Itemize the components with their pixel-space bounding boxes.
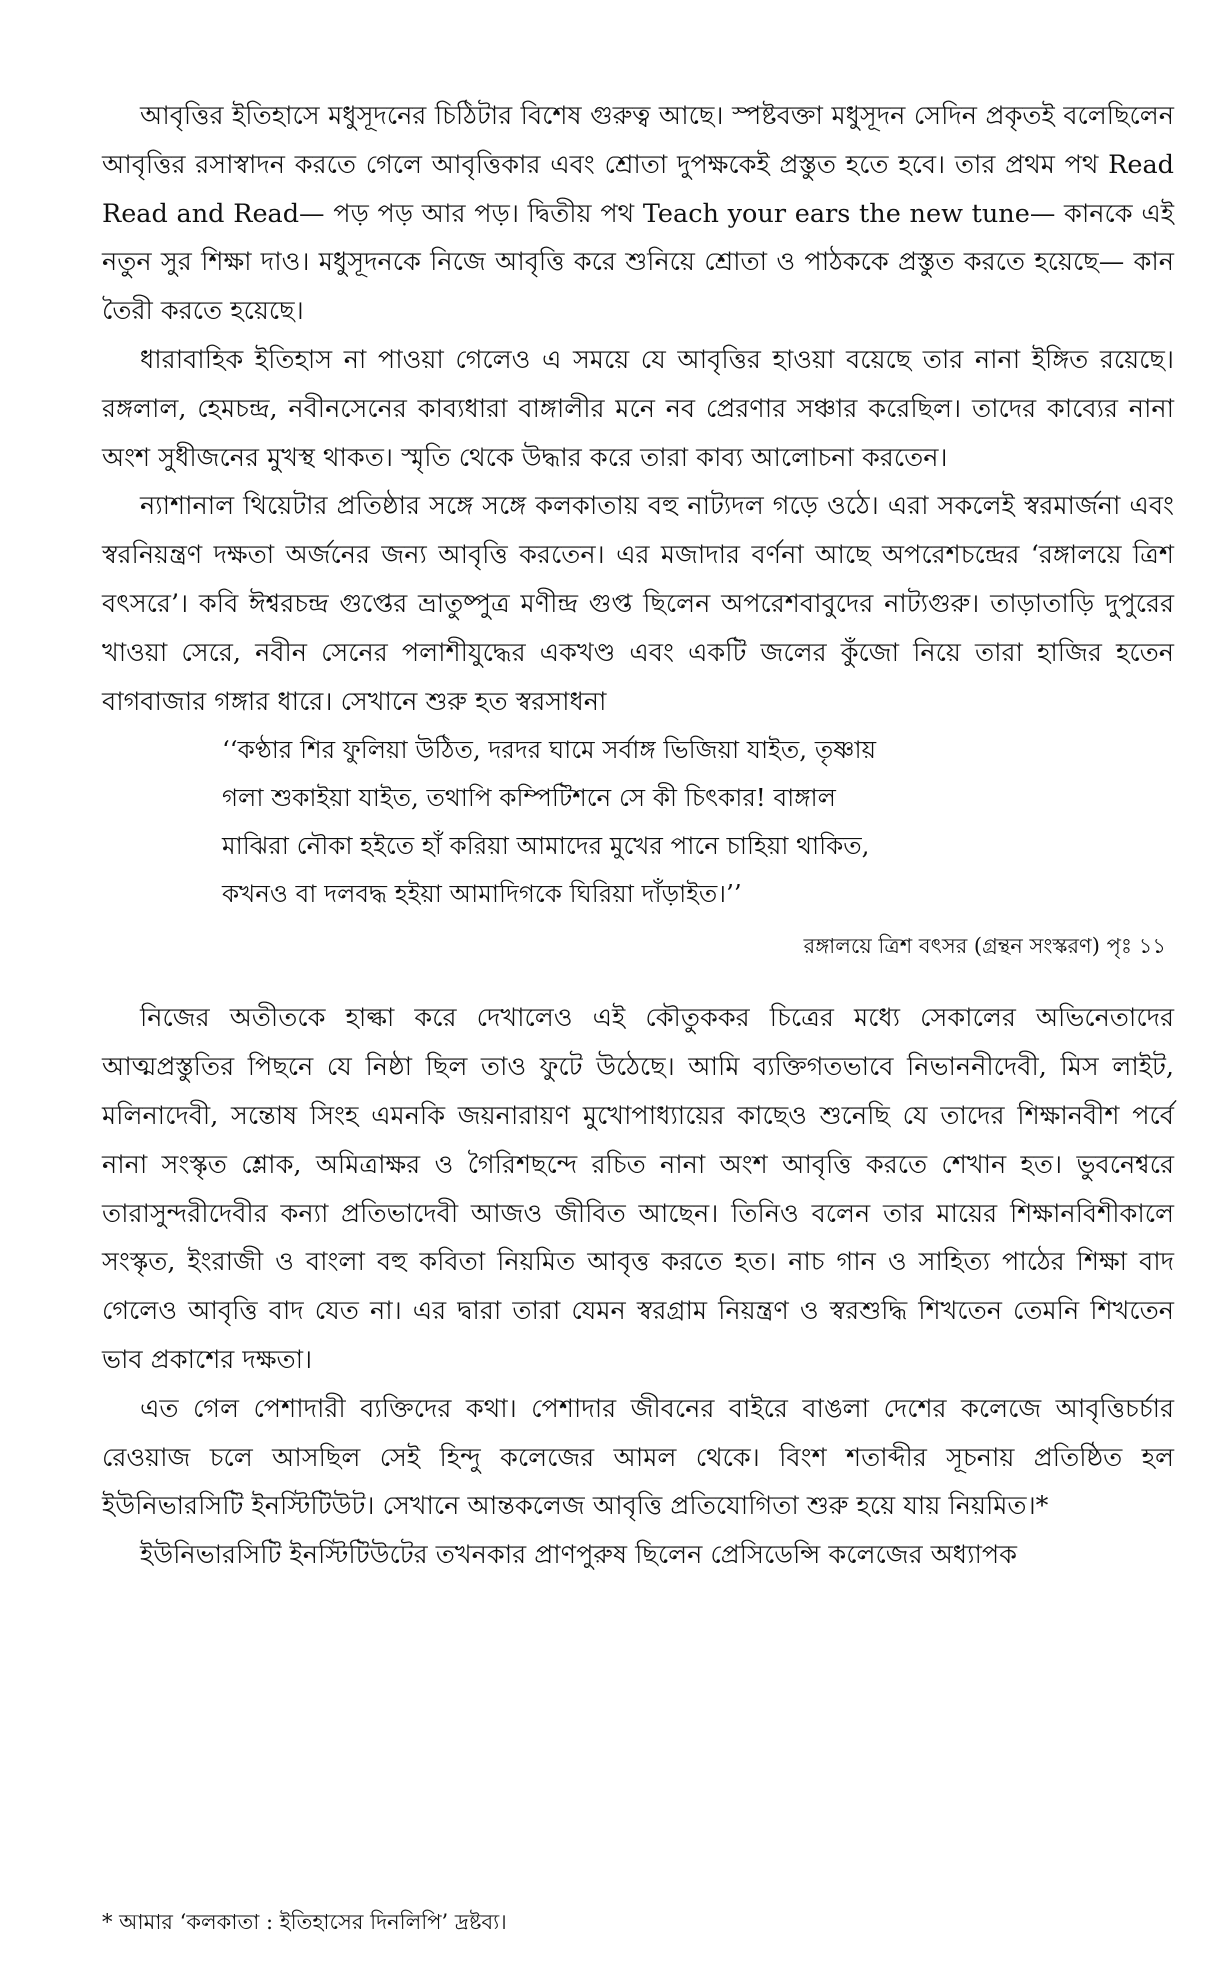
paragraph-6: ইউনিভারসিটি ইনস্টিটিউটের তখনকার প্রাণপুরুষ ছিলেন প্রেসিডেন্সি কলেজের অধ্যাপক — [140, 1540, 1018, 1571]
quote-citation: রঙ্গালয়ে ত্রিশ বৎসর (গ্রন্থন সংস্করণ) পৃঃ ১১ — [803, 934, 1166, 959]
paragraph-5: এত গেল পেশাদারী ব্যক্তিদের কথা। পেশাদার জীবনের বাইরে বাঙলা দেশের কলেজে আবৃত্তিচর্চার রেওয়াজ চলে আসছিল সেই হিন্দু কলেজের আমল থেকে। বিংশ শতাব্দীর সূচনায় প্রতিষ্ঠিত হল ইউনিভারসিটি ইনস্টিটিউট। সেখানে আন্তকলেজ আবৃত্তি প্রতিযোগিতা শুরু হয়ে যায় নিয়মিত।* — [102, 1393, 1174, 1522]
quote-line: গলা শুকাইয়া যাইত, তথাপি কম্পিটিশনে সে কী চিৎকার! বাঙ্গাল — [222, 783, 836, 813]
quote-line: কখনও বা দলবদ্ধ হইয়া আমাদিগকে ঘিরিয়া দাঁড়াইত।’’ — [222, 879, 742, 909]
paragraph-4: নিজের অতীতকে হাল্কা করে দেখালেও এই কৌতুককর চিত্রের মধ্যে সেকালের অভিনেতাদের আত্মপ্রস্তুতির পিছনে যে নিষ্ঠা ছিল তাও ফুটে উঠেছে। আমি ব্যক্তিগতভাবে নিভাননীদেবী, মিস লাইট, মলিনাদেবী, সন্তোষ সিংহ এমনকি জয়নারায়ণ মুখোপাধ্যায়ের কাছেও শুনেছি যে তাদের শিক্ষানবীশ পর্বে নানা সংস্কৃত শ্লোক, অমিত্রাক্ষর ও গৈরিশছন্দে রচিত নানা অংশ আবৃত্তি করতে শেখান হত। ভুবনেশ্বরে তারাসুন্দরীদেবীর কন্যা প্রতিভাদেবী আজও জীবিত আছেন। তিনিও বলেন তার মায়ের শিক্ষানবিশীকালে সংস্কৃত, ইংরাজী ও বাংলা বহু কবিতা নিয়মিত আবৃত্ত করতে হত। নাচ গান ও সাহিত্য পাঠের শিক্ষা বাদ গেলেও আবৃত্তি বাদ যেত না। এর দ্বারা তারা যেমন স্বরগ্রাম নিয়ন্ত্রণ ও স্বরশুদ্ধি শিখতেন তেমনি শিখতেন ভাব প্রকাশের দক্ষতা। — [102, 1003, 1174, 1375]
quote-line: মাঝিরা নৌকা হইতে হাঁ করিয়া আমাদের মুখের পানে চাহিয়া থাকিত, — [222, 831, 870, 861]
paragraph-1: আবৃত্তির ইতিহাসে মধুসূদনের চিঠিটার বিশেষ গুরুত্ব আছে। স্পষ্টবক্তা মধুসূদন সেদিন প্রকৃতই বলেছিলেন আবৃত্তির রসাস্বাদন করতে গেলে আবৃত্তিকার এবং শ্রোতা দুপক্ষকেই প্রস্তুত হতে হবে। তার প্রথম পথ Read Read and Read— পড় পড় আর পড়। দ্বিতীয় পথ Teach your ears the new tune— কানকে এই নতুন সুর শিক্ষা দাও। মধুসূদনকে নিজে আবৃত্তি করে শুনিয়ে শ্রোতা ও পাঠককে প্রস্তুত করতে হয়েছে— কান তৈরী করতে হয়েছে। — [102, 101, 1174, 327]
paragraph-3: ন্যাশানাল থিয়েটার প্রতিষ্ঠার সঙ্গে সঙ্গে কলকাতায় বহু নাট্যদল গড়ে ওঠে। এরা সকলেই স্বরমার্জনা এবং স্বরনিয়ন্ত্রণ দক্ষতা অর্জনের জন্য আবৃত্তি করতেন। এর মজাদার বর্ণনা আছে অপরেশচন্দ্রের ‘রঙ্গালয়ে ত্রিশ বৎসরে’। কবি ঈশ্বরচন্দ্র গুপ্তের ভ্রাতুষ্পুত্র মণীন্দ্র গুপ্ত ছিলেন অপরেশবাবুদের নাট্যগুরু। তাড়াতাড়ি দুপুরের খাওয়া সেরে, নবীন সেনের পলাশীযুদ্ধের একখণ্ড এবং একটি জলের কুঁজো নিয়ে তারা হাজির হতেন বাগবাজার গঙ্গার ধারে। সেখানে শুরু হত স্বরসাধনা — [102, 491, 1174, 717]
paragraph-2: ধারাবাহিক ইতিহাস না পাওয়া গেলেও এ সময়ে যে আবৃত্তির হাওয়া বয়েছে তার নানা ইঙ্গিত রয়েছে। রঙ্গলাল, হেমচন্দ্র, নবীনসেনের কাব্যধারা বাঙ্গালীর মনে নব প্রেরণার সঞ্চার করেছিল। তাদের কাব্যের নানা অংশ সুধীজনের মুখস্থ থাকত। স্মৃতি থেকে উদ্ধার করে তারা কাব্য আলোচনা করতেন। — [102, 344, 1174, 473]
block-quote — [222, 726, 1052, 918]
quote-line: ‘‘কণ্ঠার শির ফুলিয়া উঠিত, দরদর ঘামে সর্বাঙ্গ ভিজিয়া যাইত, তৃষ্ণায় — [222, 735, 877, 765]
footnote: * আমার ‘কলকাতা : ইতিহাসের দিনলিপি’ দ্রষ্টব্য। — [102, 1910, 507, 1934]
